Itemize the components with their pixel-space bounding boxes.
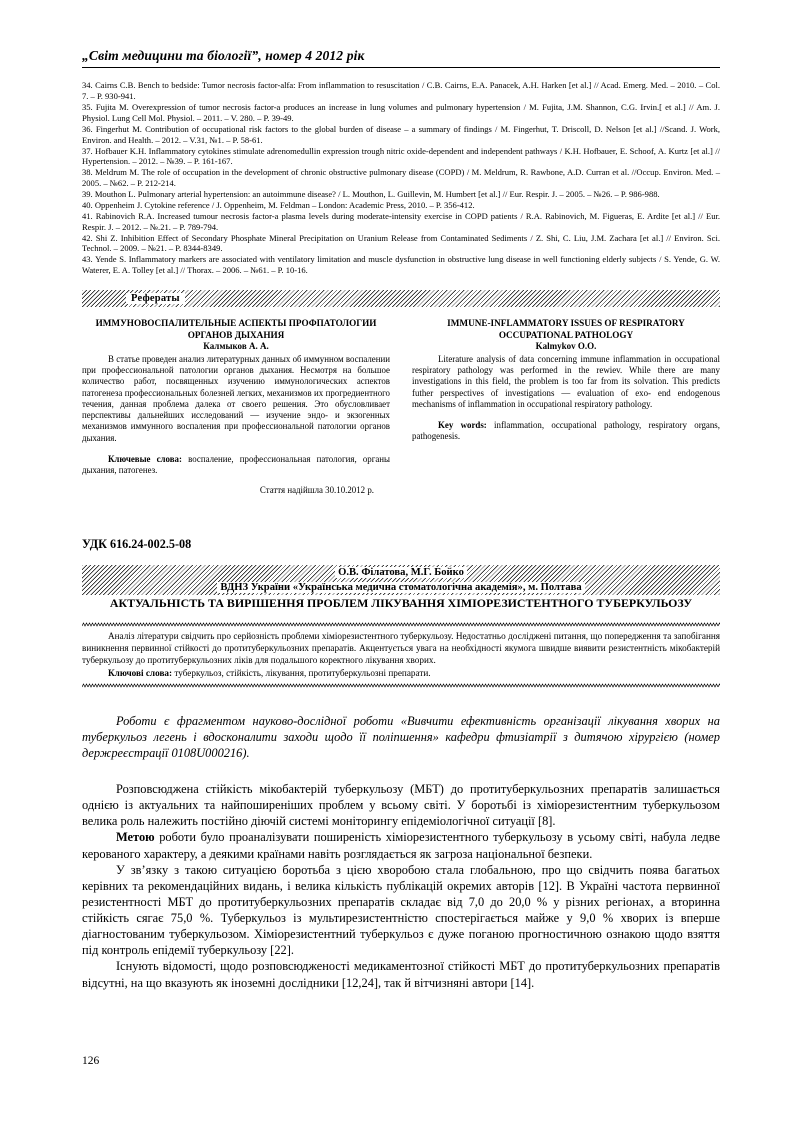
article2-abstract-text: Аналіз літератури свідчить про серйозність проблеми хіміорезистентного туберкульозу. Недостатньо досліджені питання, що попередження та запобігання виникнення первинної стійкості до протитуберкульозних препаратів. Акцентується увага на необхідності якумога швидше виявити резистентність мікобактерій туберкульозу до протитуберкульозних ліків для подальшого коректного лікування хворих. [82,630,720,665]
body-paragraph-text: У зв’язку з такою ситуацією боротьба з цією хворобою стала глобальною, про що свідчить поява багатьох керівних та рекомендаційних видань, і велика кількість публікацій окремих авторів [12]. В Україні частота первинної резистентності МБТ до протитуберкульозних препаратів складає від 7,0 до 20,0 % у різних регіонах, а вторинна стійкість сягає 75,0 %. Туберкульоз із мультирезистентністю спостерігається майже у 9,0 % хворих із вперше діагностованим туберкульозом. Хіміорезистентний туберкульоз є дуже поганою прогностичною ознакою щодо взяття під контроль епідемії туберкульозу [22]. [82,862,720,958]
reference-item: 40. Oppenheim J. Cytokine reference / J. Oppenheim, M. Feldman – London: Academic Press, 2010. – P. 356-412. [82,200,475,210]
abstract-en-text: Literature analysis of data concerning immune inflammation in occupational respiratory pathology was performed in the rewiev. While there are many investigations in this field, the problem is too far from its solvation. This predicts futher perspectives of investigations — evaluation of exo- end endogenous mechanisms of inflammation in occupational respiratory pathology. [412,353,720,409]
abstract-ru-keywords-label: Ключевые слова: [108,453,182,464]
body-paragraph [82,781,720,829]
reference-item: 39. Mouthon L. Pulmonary arterial hypertension: an autoimmune disease? / L. Mouthon, L. Guillevin, M. Humbert [et al.] // Eur. Respir. J. – 2005. – №26. – P. 986-988. [82,188,660,199]
abstract-en-keywords-value: inflammation, occupational pathology, respiratory organs, pathogenesis. [412,420,720,442]
reference-item: 41. Rabinovich R.A. Increased tumour necrosis factor-a plasma levels during moderate-intensity exercise in COPD patients / R.A. Rabinovich, M. Figueras, E. Ardite [et al.] // Eur. Respir. J. – 2012. – №.21. – P. 789-794. [82,211,720,232]
reference-item: 42. Shi Z. Inhibition Effect of Secondary Phosphate Mineral Precipitation on Uranium Release from Contaminated Sediments / Z. Shi, C. Liu, J.M. Zachara [et al.] // Environ. Sci. Technol. – 2009. – №21. – P. 8344-8349. [82,232,720,254]
article2-keywords-value: туберкульоз, стійкість, лікування, протитуберкульозні препарати. [172,667,431,678]
abstract-ru-text: В статье проведен анализ литературных данных об иммунном воспалении при профессиональной патологии органов дыхания. Несмотря на большое количество работ, посвященных изучению иммунологических аспектов патогенеза профессиональных болезней легких, механизмов их прогредиентного течения, данная проблема далека от своего решения. Это обусловливает перспективы дальнейших исследований — изучение эндо- и экзогенных механизмов иммунного воспаления при профессиональной патологии органов дыхания. [82,353,390,443]
header-rule [82,67,720,68]
abstract-en-keywords-label: Key words: [438,420,487,431]
article2-abstract [82,631,720,667]
article-authors-line [82,566,720,581]
body-paragraph [82,829,720,861]
article2-body [82,781,720,991]
article-title: АКТУАЛЬНІСТЬ ТА ВИРІШЕННЯ ПРОБЛЕМ ЛІКУВАННЯ ХІМІОРЕЗИСТЕНТНОГО ТУБЕРКУЛЬОЗУ [109,596,693,611]
article-affiliation-line [82,581,720,596]
body-paragraph-lead: Метою [116,830,155,845]
reference-list [82,80,720,276]
abstract-en-keywords [412,420,720,443]
abstract-english [412,318,720,497]
article2-keywords [82,668,720,680]
body-paragraph [82,862,720,959]
body-paragraph-text: Існують відомості, щодо розповсюдженості медикаментозної стійкості МБТ до протитуберкульозних препаратів відсутні, на що вказують як іноземні дослідники [12,24], так й вітчизняні автори [14]. [82,959,720,990]
body-paragraph [82,958,720,990]
abstract-ru-title: ИММУНОВОСПАЛИТЕЛЬНЫЕ АСПЕКТЫ ПРОФПАТОЛОГИИ ОРГАНОВ ДЫХАНИЯ [95,317,377,340]
article-affiliation: ВДНЗ України «Українська медична стоматологічна академія», м. Полтава [217,582,584,593]
authors-band [82,565,720,596]
section-band-abstracts [82,290,720,307]
abstract-ru-keywords [82,454,390,477]
abstracts-columns [82,318,720,497]
abstract-ru-keywords-value: воспаление, профессиональная патология, органы дыхания, патогенез. [82,453,390,476]
abstract-ru-author: Калмыков А. А. [203,341,269,352]
reference-item: 38. Meldrum M. The role of occupation in the development of chronic obstructive pulmonary disease (COPD) / M. Meldrum, R. Rawbone, A.D. Curran et al. //Occup. Environ. Med. – 2005. – №62. – P. 212-214. [82,167,720,188]
section-band-label: Рефераты [126,293,185,304]
article-authors: О.В. Філатова, М.Г. Бойко [335,567,467,578]
abstract-en-title: IMMUNE-INFLAMMATORY ISSUES OF RESPIRATORY OCCUPATIONAL PATHOLOGY [447,317,685,340]
wavy-divider-top [82,622,720,627]
page-number: 126 [82,1055,100,1067]
abstract-ru-body [82,354,390,444]
abstract-en-author: Kalmykov O.O. [535,341,597,352]
body-paragraph-text: Розповсюджена стійкість мікобактерій туберкульозу (МБТ) до протитуберкульозних препаратів залишається однією із актуальних та найпоширеніших проблем у всьому світі. У боротьбі із хіміорезистентним туберкульозом велика роль належить постійно діючій системі моніторингу епідеміологічної ситуації [8]. [82,782,720,829]
abstract-en-body [412,354,720,410]
wavy-divider-bottom [82,683,720,688]
body-paragraph-text: роботи було проаналізувати поширеність хіміорезистентного туберкульозу в усьому світі, набула ледве керованого характеру, а деякими країнами навіть розглядається як загроза національної безпеки. [82,830,720,861]
reference-item: 35. Fujita M. Overexpression of tumor necrosis factor-a produces an increase in lung volumes and pulmonary hypertension / M. Fujita, J.M. Shannon, C.G. Irvin.[ et al.] // Am. J. Physiol. Lung Cell Mol. Physiol. – 2011. – V. 280. – P. 39-49. [82,102,720,123]
article2-keywords-label: Ключові слова: [108,667,173,678]
reference-item: 37. Hofbauer K.H. Inflammatory cytokines stimulate adrenomedullin expression trough nitric oxide-dependent and independent pathways / K.H. Hofbauer, E. Schoof, A. Kurtz [et al.] // Hypertension. – 2012. – №39. – P. 161-167. [82,145,720,167]
page-content [82,0,720,991]
reference-item: 36. Fingerhut M. Contribution of occupational risk factors to the global burden of disease – a summary of findings / M. Fingerhut, T. Driscoll, D. Nelson [et al.] //Scand. J. Work, Environ. and Health. – 2012. – V.31, №1. – P. 58-61. [82,123,720,145]
reference-item: 43. Yende S. Inflammatory markers are associated with ventilatory limitation and muscle dysfunction in obstructive lung disease in well functioning elderly subjects / S. Yende, G. W. Waterer, E. A. Tolley [et al.] // Thorax. – 2006. – №61. – P. 10-16. [82,254,720,276]
reference-item: 34. Cairns C.B. Bench to bedside: Tumor necrosis factor-alfa: From inflammation to resuscitation / C.B. Cairns, E.A. Panacek, A.H. Harken [et al.] // Acad. Emerg. Med. – 2010. – Col. 7. – P. 930-941. [82,80,720,102]
grant-note: Роботи є фрагментом науково-дослідної роботи «Вивчити ефективність організації лікування хворих на туберкульоз легень і вдосконалити заходи щодо її поліпшення» кафедри фтизіатрії з дитячою хірургією (номер держреєстрації 0108U000216). [82,713,720,760]
abstract-russian [82,318,390,497]
running-header: „Світ медицини та біології”, номер 4 2012 рік [82,48,365,63]
submitted-date: Стаття надійшла 30.10.2012 р. [259,485,374,496]
udc-code: УДК 616.24-002.5-08 [82,536,192,551]
